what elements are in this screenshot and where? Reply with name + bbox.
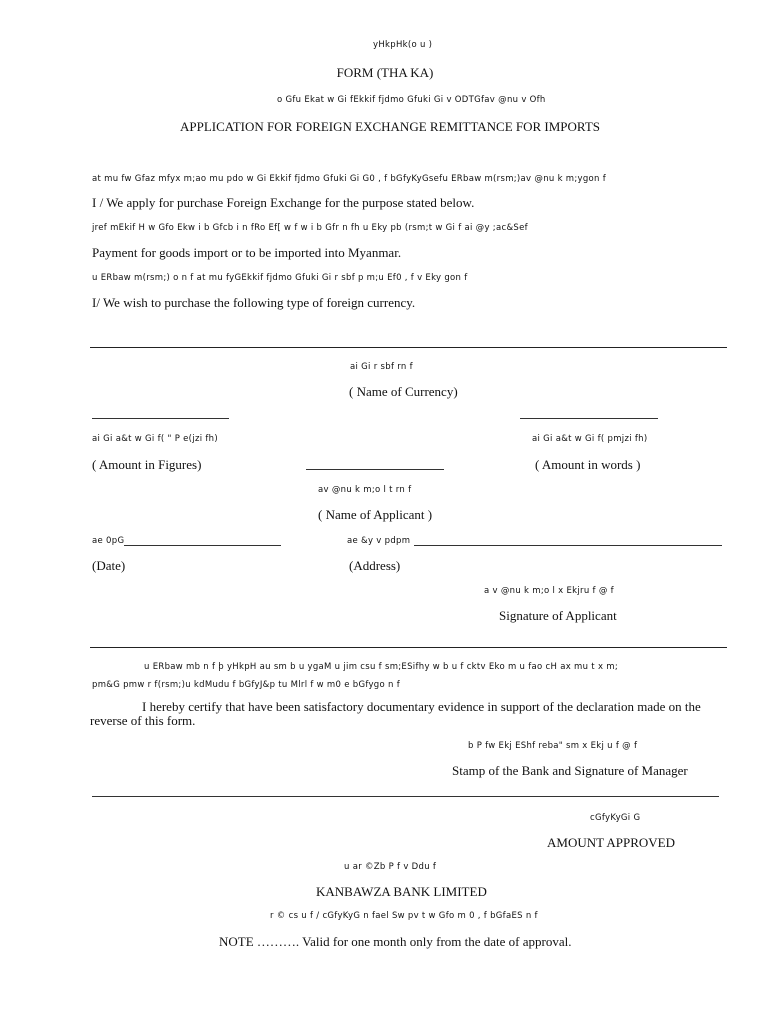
bank-stamp-label-mm: b P fw Ekj EShf reba" sm x Ekj u f @ f bbox=[468, 741, 638, 751]
validity-note-mm: r © cs u f / cGfyKyG n fael Sw pv t w Gfo m 0 , f bGfaES n f bbox=[270, 911, 538, 921]
bank-stamp-label: Stamp of the Bank and Signature of Manager bbox=[452, 763, 688, 778]
amount-words-field[interactable] bbox=[520, 418, 658, 419]
currency-label: ( Name of Currency) bbox=[349, 384, 458, 399]
section-divider-middle bbox=[90, 647, 727, 648]
section-divider-bottom bbox=[92, 796, 719, 797]
amount-words-label: ( Amount in words ) bbox=[535, 457, 641, 472]
certification-mm-line2: pm&G pmw r f(rsm;)u kdMudu f bGfyJ&p tu Mlrl f w m0 e bGfygo n f bbox=[92, 680, 400, 690]
address-label: (Address) bbox=[349, 558, 401, 573]
amount-approved-label-mm: cGfyKyGi G bbox=[590, 813, 641, 823]
currency-wish: I/ We wish to purchase the following type of foreign currency. bbox=[92, 295, 416, 310]
section-divider-top bbox=[90, 347, 727, 348]
bank-name: KANBAWZA BANK LIMITED bbox=[316, 884, 487, 899]
applicant-signature-label-mm: a v @nu k m;o l x Ekjru f @ f bbox=[484, 586, 614, 596]
apply-statement-mm: at mu fw Gfaz mfyx m;ao mu pdo w Gi Ekkif fjdmo Gfuki Gi G0 , f bGfyKyGsefu ERbaw m(rsm;)av @nu k m;ygon f bbox=[92, 174, 607, 184]
applicant-name-field[interactable] bbox=[306, 469, 444, 470]
amount-figures-label-mm: ai Gi a&t w Gi f( " P e(jzi fh) bbox=[92, 434, 218, 444]
currency-label-mm: ai Gi r sbf rn f bbox=[350, 362, 413, 372]
amount-words-label-mm: ai Gi a&t w Gi f( pmjzi fh) bbox=[532, 434, 648, 444]
certification-mm-line1: u ERbaw mb n f þ yHkpH au sm b u ygaM u jim csu f sm;ESifhy w b u f cktv Eko m u fao cH ax mu t x m; bbox=[144, 662, 619, 672]
payment-purpose: Payment for goods import or to be imported into Myanmar. bbox=[92, 245, 402, 260]
address-field[interactable] bbox=[414, 545, 722, 546]
date-field[interactable] bbox=[124, 545, 281, 546]
form-code-mm: yHkpHk(o u ) bbox=[373, 40, 433, 50]
date-label: (Date) bbox=[92, 558, 126, 573]
bank-name-mm: u ar ©Zb P f v Ddu f bbox=[344, 862, 437, 872]
applicant-name-label: ( Name of Applicant ) bbox=[318, 507, 433, 522]
payment-purpose-mm: jref mEkif H w Gfo Ekw i b Gfcb i n fRo Ef[ w f w i b Gfr n fh u Eky pb (rsm;t w Gi f ai @y ;ac&Sef bbox=[92, 223, 528, 233]
amount-approved-label: AMOUNT APPROVED bbox=[547, 835, 675, 850]
currency-wish-mm: u ERbaw m(rsm;) o n f at mu fyGEkkif fjdmo Gfuki Gi r sbf p m;u Ef0 , f v Eky gon f bbox=[92, 273, 468, 283]
amount-figures-field[interactable] bbox=[92, 418, 229, 419]
form-subtitle-mm: o Gfu Ekat w Gi fEkkif fjdmo Gfuki Gi v ODTGfav @nu v Ofh bbox=[277, 95, 546, 105]
form-title: FORM (THA KA) bbox=[336, 65, 434, 80]
certification-text: I hereby certify that have been satisfactory documentary evidence in support of the declaration made on the reverse of this form. bbox=[90, 699, 701, 728]
apply-statement: I / We apply for purchase Foreign Exchange for the purpose stated below. bbox=[92, 195, 475, 210]
address-label-mm: ae &y v pdpm bbox=[347, 536, 411, 546]
applicant-signature-label: Signature of Applicant bbox=[499, 608, 617, 623]
amount-figures-label: ( Amount in Figures) bbox=[92, 457, 202, 472]
date-label-mm: ae 0pG bbox=[92, 536, 125, 546]
applicant-name-label-mm: av @nu k m;o l t rn f bbox=[318, 485, 412, 495]
validity-note: NOTE ………. Valid for one month only from the date of approval. bbox=[219, 934, 572, 949]
form-heading: APPLICATION FOR FOREIGN EXCHANGE REMITTANCE FOR IMPORTS bbox=[180, 119, 600, 134]
